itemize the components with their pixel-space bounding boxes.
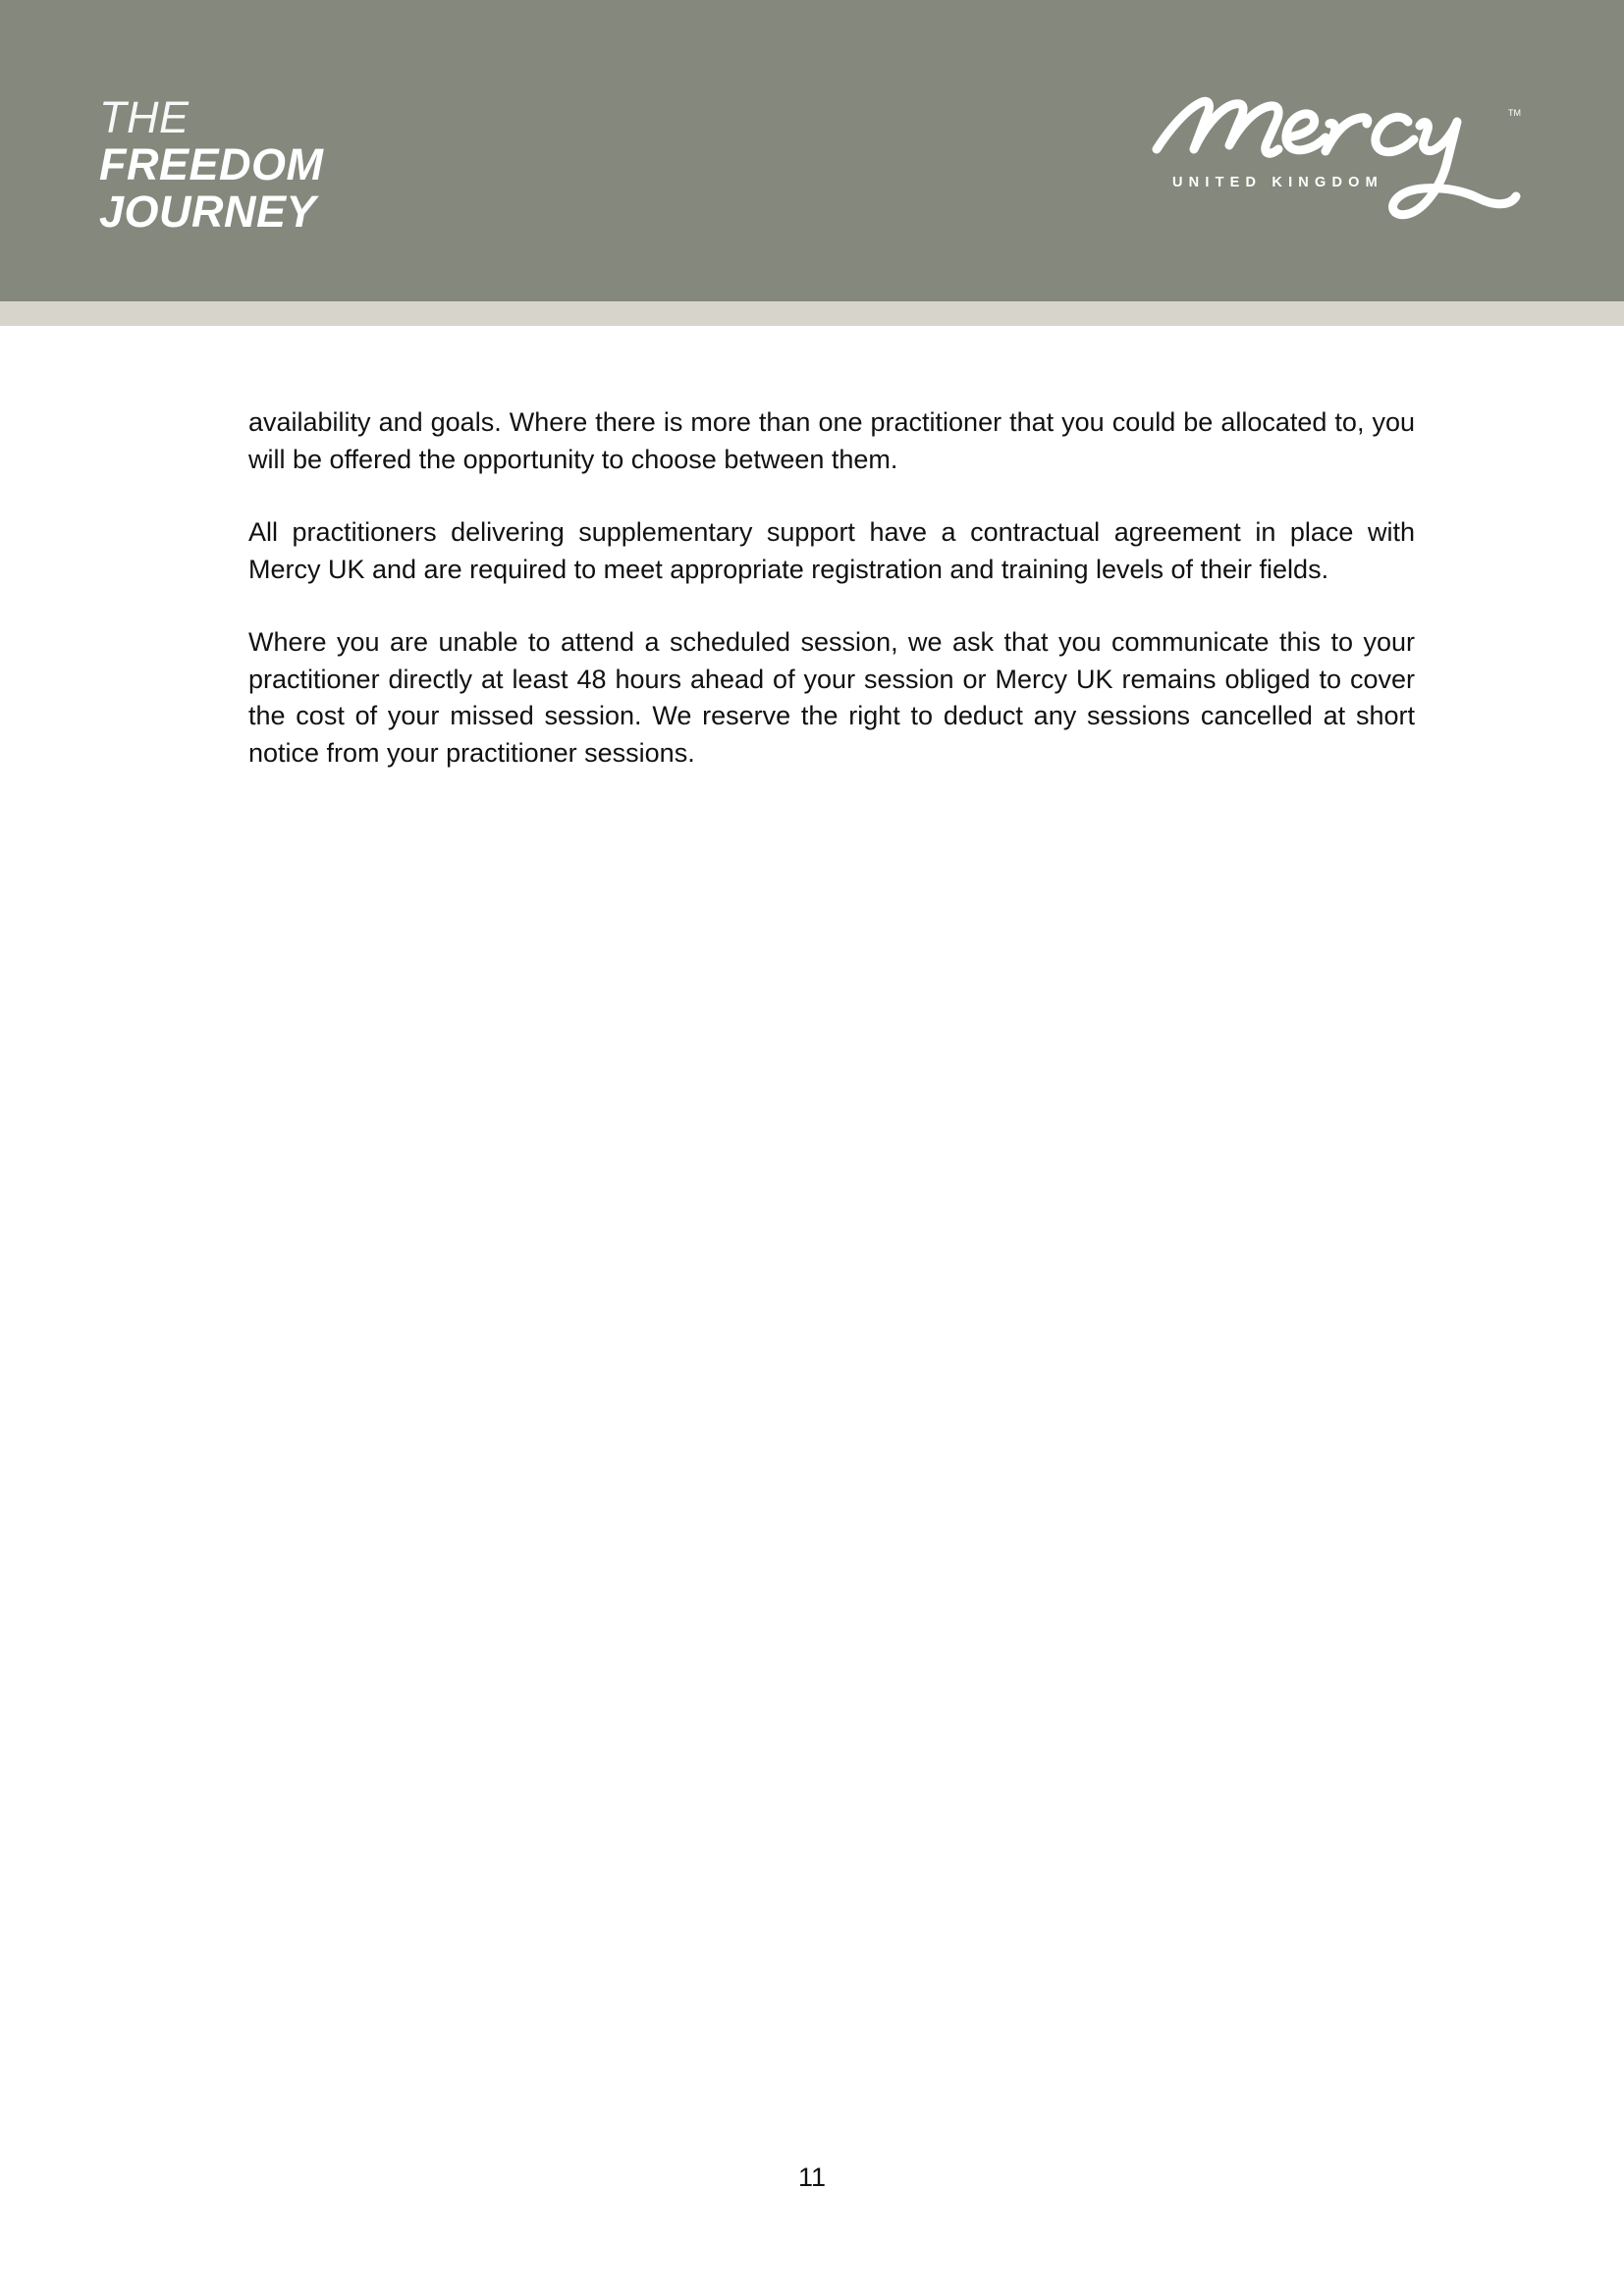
mercy-uk-logo (1151, 88, 1534, 234)
mercy-script-logo-graphic (1151, 88, 1534, 234)
freedom-journey-brand (99, 92, 324, 237)
document-body (248, 404, 1415, 808)
trademark-symbol: TM (1508, 108, 1521, 118)
brand-line-freedom: FREEDOM (99, 139, 324, 189)
body-paragraph: All practitioners delivering supplementary support have a contractual agreement in place with Mercy UK and are required to meet appropriate registration and training levels of their fields. (248, 517, 1415, 584)
logo-tagline: UNITED KINGDOM (1172, 175, 1383, 190)
body-paragraph: Where you are unable to attend a scheduled session, we ask that you communicate this to your practitioner directly at least 48 hours ahead of your session or Mercy UK remains obliged to cover the cost of your missed session. We reserve the right to deduct any sessions cancelled at short notice from your practitioner sessions. (248, 627, 1415, 768)
header-accent-strip (0, 301, 1624, 326)
brand-line-the: THE (99, 92, 189, 142)
body-paragraph: availability and goals. Where there is more than one practitioner that you could be allocated to, you will be offered the opportunity to choose between them. (248, 407, 1415, 474)
brand-line-journey: JOURNEY (99, 187, 317, 237)
page-number: 11 (797, 2163, 827, 2192)
